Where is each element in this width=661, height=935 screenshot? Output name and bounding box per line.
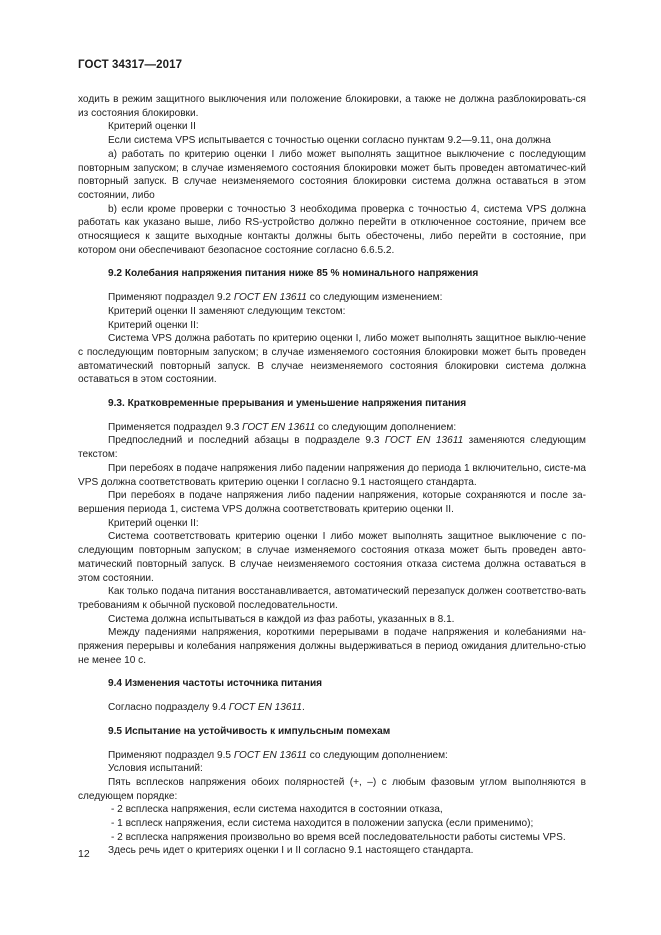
paragraph: Здесь речь идет о критериях оценки I и II согласно 9.1 настоящего стандарта. bbox=[108, 845, 474, 857]
paragraph: ходить в режим защитного выключения или положение блокировки, а также не должна разблокировать-ся из состояния блокировки. bbox=[78, 94, 586, 119]
paragraph: Система должна испытываться в каждой из фаз работы, указанных в 8.1. bbox=[108, 613, 455, 625]
paragraph: Критерий оценки II bbox=[108, 121, 196, 133]
section-heading-9-3: 9.3. Кратковременные прерывания и уменьшение напряжения питания bbox=[108, 398, 467, 410]
page-number: 12 bbox=[78, 848, 90, 860]
list-item: - 2 всплеска напряжения произвольно во время всей последовательности работы системы VPS. bbox=[111, 831, 566, 843]
standard-reference: ГОСТ EN 13611 bbox=[233, 292, 307, 304]
paragraph: Критерий оценки II заменяют следующим текстом: bbox=[108, 305, 346, 317]
paragraph: Если система VPS испытывается с точностью оценки согласно пунктам 9.2—9.11, она должна bbox=[108, 135, 551, 147]
section-heading-9-2: 9.2 Колебания напряжения питания ниже 85 % номинального напряжения bbox=[108, 268, 479, 280]
standard-reference: ГОСТ EN 13611 bbox=[242, 421, 316, 433]
paragraph: Система соответствовать критерию оценки I либо может выполнять защитное выключение с по-следующим повторным запуском; в случае изменяемого состояния отказа может быть проведен авто-матический повторный запуск. В случае неизменяемого состояния отказа система должна оставаться в этом состоянии. bbox=[78, 531, 586, 584]
paragraph: Система VPS должна работать по критерию оценки I, либо может выполнять защитное выклю-чение с последующим повторным запуском; в случае изменяемого состояния блокировки может быть проведен автоматический повторный запуск. В случае неизменяемого состояния блокировки система должна оставаться в этом состоянии. bbox=[78, 333, 586, 386]
paragraph: Предпоследний и последний абзацы в подразделе 9.3 ГОСТ EN 13611 заменяются следующим текстом: bbox=[78, 435, 586, 461]
paragraph: Условия испытаний: bbox=[108, 763, 203, 775]
paragraph: b) если кроме проверки с точностью 3 необходима проверка с точностью 4, система VPS должна работать как указано выше, либо RS-устройство должно перейти в отключенное состояние, причем все относящиеся к защите выходные контакты должны быть обесточены, либо перейти в состояние, при котором они обеспечивают безопасное состояние согласно 6.6.5.2. bbox=[78, 203, 586, 256]
paragraph: Пять всплесков напряжения обоих полярностей (+, –) с любым фазовым углом выполняются в следующем порядке: bbox=[78, 776, 586, 802]
document-body bbox=[78, 93, 586, 858]
paragraph: Согласно подразделу 9.4 ГОСТ EN 13611. bbox=[108, 702, 305, 714]
paragraph: Как только подача питания восстанавливается, автоматический перезапуск должен соответство-вать требованиям к обычной пусковой последовательности. bbox=[78, 586, 586, 611]
paragraph: Критерий оценки II: bbox=[108, 517, 199, 529]
standard-reference: ГОСТ EN 13611 bbox=[233, 749, 307, 761]
document-header: ГОСТ 34317—2017 bbox=[78, 59, 183, 71]
paragraph: Применяют подраздел 9.5 ГОСТ EN 13611 со следующим дополнением: bbox=[108, 749, 448, 761]
paragraph: Применяется подраздел 9.3 ГОСТ EN 13611 со следующим дополнением: bbox=[108, 421, 457, 433]
list-item: - 2 всплеска напряжения, если система находится в состоянии отказа, bbox=[111, 804, 443, 816]
paragraph: Критерий оценки II: bbox=[108, 319, 199, 331]
section-heading-9-4: 9.4 Изменения частоты источника питания bbox=[108, 678, 323, 690]
standard-reference: ГОСТ EN 13611 bbox=[228, 702, 302, 714]
paragraph: Применяют подраздел 9.2 ГОСТ EN 13611 со следующим изменением: bbox=[108, 292, 443, 304]
paragraph: а) работать по критерию оценки I либо может выполнять защитное выключение с последующим повторным запуском; в случае изменяемого состояния блокировки может быть проведен автоматичес-кий повторный запуск. В случае неизменяемого состояния блокировки система должна оставаться в этом состоянии, либо bbox=[78, 148, 586, 201]
list-item: - 1 всплеск напряжения, если система находится в положении запуска (если применимо); bbox=[111, 818, 534, 830]
paragraph: При перебоях в подаче напряжения либо падении напряжения до периода 1 включительно, систе-ма VPS должна соответствовать критерию оценки I согласно 9.1 настоящего стандарта. bbox=[78, 462, 586, 488]
section-heading-9-5: 9.5 Испытание на устойчивость к импульсным помехам bbox=[108, 725, 391, 737]
paragraph: При перебоях в подаче напряжения либо падении напряжения, которые сохраняются и после за-вершения периода 1, система VPS должна соответствовать критерию оценки II. bbox=[78, 490, 586, 515]
standard-reference: ГОСТ EN 13611 bbox=[384, 435, 464, 447]
paragraph: Между падениями напряжения, короткими перерывами в подаче напряжения и колебаниями на-пряжения перерывы и колебания напряжения должны выдерживаться в период ожидания длительно-стью не менее 10 с. bbox=[78, 627, 586, 666]
